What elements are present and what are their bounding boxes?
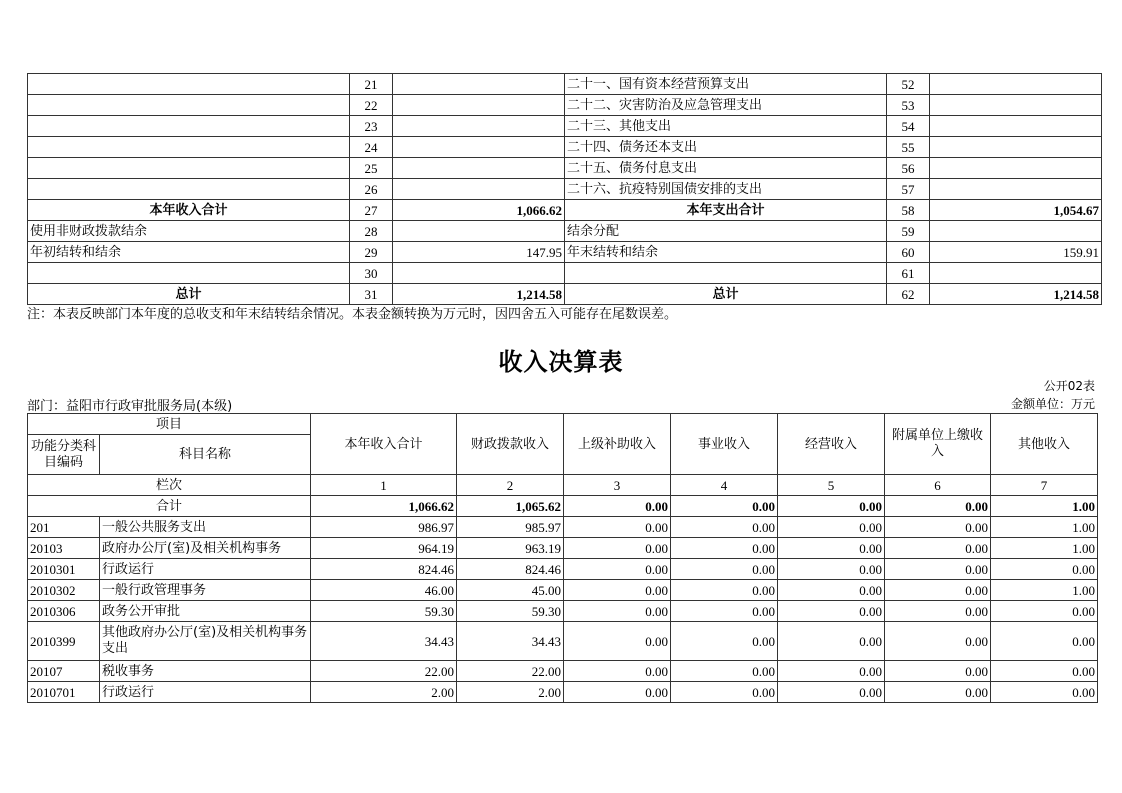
expense-amount bbox=[930, 137, 1102, 158]
amount-cell: 0.00 bbox=[991, 601, 1098, 622]
subject-name: 其他政府办公厅(室)及相关机构事务支出 bbox=[100, 622, 311, 661]
expense-amount bbox=[930, 116, 1102, 137]
table-note: 注：本表反映部门本年度的总收支和年末结转结余情况。本表金额转换为万元时，因四舍五入可能存在尾数误差。 bbox=[27, 307, 678, 322]
amount-cell: 2.00 bbox=[311, 682, 457, 703]
amount-cell: 0.00 bbox=[778, 622, 885, 661]
expense-amount bbox=[930, 74, 1102, 95]
expense-line-no: 60 bbox=[887, 242, 930, 263]
amount-cell: 0.00 bbox=[778, 538, 885, 559]
expense-item: 二十五、债务付息支出 bbox=[565, 158, 887, 179]
table-row bbox=[28, 682, 1098, 703]
table-row bbox=[28, 601, 1098, 622]
subject-name: 行政运行 bbox=[100, 682, 311, 703]
total-value: 0.00 bbox=[885, 496, 991, 517]
income-table-body bbox=[28, 475, 1098, 703]
summary-row bbox=[28, 263, 1102, 284]
expense-item: 二十二、灾害防治及应急管理支出 bbox=[565, 95, 887, 116]
amount-cell: 0.00 bbox=[564, 622, 671, 661]
header-fiscal: 财政拨款收入 bbox=[457, 414, 564, 475]
amount-cell: 0.00 bbox=[885, 517, 991, 538]
column-number: 3 bbox=[564, 475, 671, 496]
header-subsidy: 上级补助收入 bbox=[564, 414, 671, 475]
amount-cell: 22.00 bbox=[457, 661, 564, 682]
total-value: 0.00 bbox=[671, 496, 778, 517]
header-operating: 经营收入 bbox=[778, 414, 885, 475]
amount-cell: 45.00 bbox=[457, 580, 564, 601]
expense-line-no: 56 bbox=[887, 158, 930, 179]
header-total: 本年收入合计 bbox=[311, 414, 457, 475]
amount-cell: 1.00 bbox=[991, 538, 1098, 559]
amount-cell: 0.00 bbox=[778, 601, 885, 622]
income-amount bbox=[393, 158, 565, 179]
income-line-no: 22 bbox=[350, 95, 393, 116]
subject-code: 20107 bbox=[28, 661, 100, 682]
income-item bbox=[28, 74, 350, 95]
column-number-row bbox=[28, 475, 1098, 496]
income-item: 使用非财政拨款结余 bbox=[28, 221, 350, 242]
amount-cell: 34.43 bbox=[457, 622, 564, 661]
summary-row bbox=[28, 158, 1102, 179]
table-row bbox=[28, 580, 1098, 601]
expense-amount bbox=[930, 263, 1102, 284]
subject-code: 2010399 bbox=[28, 622, 100, 661]
amount-cell: 0.00 bbox=[885, 538, 991, 559]
total-value: 1.00 bbox=[991, 496, 1098, 517]
summary-table bbox=[27, 73, 1102, 305]
amount-cell: 46.00 bbox=[311, 580, 457, 601]
total-value: 0.00 bbox=[778, 496, 885, 517]
income-amount bbox=[393, 221, 565, 242]
column-number: 6 bbox=[885, 475, 991, 496]
expense-amount: 159.91 bbox=[930, 242, 1102, 263]
amount-cell: 22.00 bbox=[311, 661, 457, 682]
form-number: 公开02表 bbox=[1043, 379, 1095, 393]
income-item bbox=[28, 116, 350, 137]
expense-line-no: 61 bbox=[887, 263, 930, 284]
amount-cell: 986.97 bbox=[311, 517, 457, 538]
income-amount: 1,214.58 bbox=[393, 284, 565, 305]
subject-code: 2010306 bbox=[28, 601, 100, 622]
expense-item: 二十三、其他支出 bbox=[565, 116, 887, 137]
table-row bbox=[28, 559, 1098, 580]
subject-name: 政府办公厅(室)及相关机构事务 bbox=[100, 538, 311, 559]
expense-amount bbox=[930, 179, 1102, 200]
total-value: 0.00 bbox=[564, 496, 671, 517]
header-business: 事业收入 bbox=[671, 414, 778, 475]
table-row bbox=[28, 661, 1098, 682]
income-amount: 147.95 bbox=[393, 242, 565, 263]
summary-row bbox=[28, 221, 1102, 242]
income-line-no: 30 bbox=[350, 263, 393, 284]
amount-cell: 0.00 bbox=[671, 559, 778, 580]
total-label: 合计 bbox=[28, 496, 311, 517]
summary-row bbox=[28, 284, 1102, 305]
income-amount: 1,066.62 bbox=[393, 200, 565, 221]
expense-item: 年末结转和结余 bbox=[565, 242, 887, 263]
income-amount bbox=[393, 116, 565, 137]
amount-cell: 0.00 bbox=[564, 517, 671, 538]
income-amount bbox=[393, 263, 565, 284]
summary-row bbox=[28, 116, 1102, 137]
income-item bbox=[28, 137, 350, 158]
amount-cell: 824.46 bbox=[457, 559, 564, 580]
amount-cell: 0.00 bbox=[885, 622, 991, 661]
amount-cell: 0.00 bbox=[885, 682, 991, 703]
amount-cell: 0.00 bbox=[991, 661, 1098, 682]
total-value: 1,066.62 bbox=[311, 496, 457, 517]
expense-amount: 1,054.67 bbox=[930, 200, 1102, 221]
income-line-no: 24 bbox=[350, 137, 393, 158]
amount-cell: 963.19 bbox=[457, 538, 564, 559]
expense-item: 本年支出合计 bbox=[565, 200, 887, 221]
expense-line-no: 58 bbox=[887, 200, 930, 221]
unit-label: 金额单位：万元 bbox=[1010, 397, 1095, 411]
amount-cell: 0.00 bbox=[671, 682, 778, 703]
expense-amount bbox=[930, 221, 1102, 242]
amount-cell: 34.43 bbox=[311, 622, 457, 661]
income-item: 年初结转和结余 bbox=[28, 242, 350, 263]
amount-cell: 0.00 bbox=[885, 559, 991, 580]
amount-cell: 964.19 bbox=[311, 538, 457, 559]
expense-line-no: 54 bbox=[887, 116, 930, 137]
amount-cell: 0.00 bbox=[671, 538, 778, 559]
income-table-header bbox=[28, 414, 1098, 475]
expense-item: 二十一、国有资本经营预算支出 bbox=[565, 74, 887, 95]
amount-cell: 0.00 bbox=[564, 559, 671, 580]
summary-row bbox=[28, 179, 1102, 200]
amount-cell: 0.00 bbox=[991, 622, 1098, 661]
expense-item: 总计 bbox=[565, 284, 887, 305]
subject-code: 201 bbox=[28, 517, 100, 538]
expense-line-no: 57 bbox=[887, 179, 930, 200]
summary-row bbox=[28, 137, 1102, 158]
income-item bbox=[28, 158, 350, 179]
amount-cell: 0.00 bbox=[671, 661, 778, 682]
header-affiliated: 附属单位上缴收入 bbox=[885, 414, 991, 475]
subject-name: 政务公开审批 bbox=[100, 601, 311, 622]
amount-cell: 0.00 bbox=[564, 538, 671, 559]
header-other: 其他收入 bbox=[991, 414, 1098, 475]
summary-table-body bbox=[28, 74, 1102, 305]
total-row bbox=[28, 496, 1098, 517]
amount-cell: 985.97 bbox=[457, 517, 564, 538]
column-number: 4 bbox=[671, 475, 778, 496]
table-row bbox=[28, 622, 1098, 661]
amount-cell: 0.00 bbox=[991, 682, 1098, 703]
amount-cell: 0.00 bbox=[885, 661, 991, 682]
expense-amount bbox=[930, 95, 1102, 116]
column-number: 1 bbox=[311, 475, 457, 496]
income-amount bbox=[393, 137, 565, 158]
expense-item: 二十六、抗疫特别国债安排的支出 bbox=[565, 179, 887, 200]
amount-cell: 0.00 bbox=[885, 601, 991, 622]
department-label: 部门：益阳市行政审批服务局(本级) bbox=[27, 399, 233, 414]
subject-name: 行政运行 bbox=[100, 559, 311, 580]
table-row bbox=[28, 538, 1098, 559]
amount-cell: 0.00 bbox=[671, 622, 778, 661]
header-name: 科目名称 bbox=[100, 435, 311, 475]
amount-cell: 0.00 bbox=[671, 517, 778, 538]
summary-row bbox=[28, 74, 1102, 95]
income-table bbox=[27, 413, 1098, 703]
subject-code: 2010301 bbox=[28, 559, 100, 580]
income-item: 本年收入合计 bbox=[28, 200, 350, 221]
amount-cell: 824.46 bbox=[311, 559, 457, 580]
amount-cell: 59.30 bbox=[457, 601, 564, 622]
amount-cell: 1.00 bbox=[991, 580, 1098, 601]
column-number: 7 bbox=[991, 475, 1098, 496]
amount-cell: 0.00 bbox=[778, 559, 885, 580]
expense-item bbox=[565, 263, 887, 284]
expense-item: 二十四、债务还本支出 bbox=[565, 137, 887, 158]
income-amount bbox=[393, 179, 565, 200]
amount-cell: 0.00 bbox=[564, 601, 671, 622]
amount-cell: 0.00 bbox=[778, 661, 885, 682]
summary-row bbox=[28, 242, 1102, 263]
income-amount bbox=[393, 95, 565, 116]
amount-cell: 0.00 bbox=[778, 682, 885, 703]
total-value: 1,065.62 bbox=[457, 496, 564, 517]
income-line-no: 21 bbox=[350, 74, 393, 95]
page-title: 收入决算表 bbox=[498, 348, 624, 376]
income-line-no: 27 bbox=[350, 200, 393, 221]
income-amount bbox=[393, 74, 565, 95]
income-line-no: 25 bbox=[350, 158, 393, 179]
expense-line-no: 59 bbox=[887, 221, 930, 242]
header-code: 功能分类科目编码 bbox=[28, 435, 100, 475]
income-item bbox=[28, 95, 350, 116]
amount-cell: 0.00 bbox=[564, 682, 671, 703]
amount-cell: 59.30 bbox=[311, 601, 457, 622]
income-item: 总计 bbox=[28, 284, 350, 305]
amount-cell: 1.00 bbox=[991, 517, 1098, 538]
expense-line-no: 53 bbox=[887, 95, 930, 116]
summary-row bbox=[28, 200, 1102, 221]
income-line-no: 29 bbox=[350, 242, 393, 263]
amount-cell: 0.00 bbox=[778, 517, 885, 538]
table-row bbox=[28, 517, 1098, 538]
amount-cell: 0.00 bbox=[671, 580, 778, 601]
amount-cell: 0.00 bbox=[671, 601, 778, 622]
subject-code: 2010701 bbox=[28, 682, 100, 703]
subject-name: 一般行政管理事务 bbox=[100, 580, 311, 601]
amount-cell: 2.00 bbox=[457, 682, 564, 703]
amount-cell: 0.00 bbox=[991, 559, 1098, 580]
expense-item: 结余分配 bbox=[565, 221, 887, 242]
summary-row bbox=[28, 95, 1102, 116]
header-item: 项目 bbox=[28, 414, 311, 435]
subject-name: 税收事务 bbox=[100, 661, 311, 682]
expense-line-no: 62 bbox=[887, 284, 930, 305]
amount-cell: 0.00 bbox=[778, 580, 885, 601]
income-line-no: 28 bbox=[350, 221, 393, 242]
income-item bbox=[28, 179, 350, 200]
column-number: 5 bbox=[778, 475, 885, 496]
income-line-no: 31 bbox=[350, 284, 393, 305]
income-line-no: 26 bbox=[350, 179, 393, 200]
expense-amount bbox=[930, 158, 1102, 179]
income-item bbox=[28, 263, 350, 284]
subject-code: 2010302 bbox=[28, 580, 100, 601]
subject-name: 一般公共服务支出 bbox=[100, 517, 311, 538]
expense-line-no: 52 bbox=[887, 74, 930, 95]
expense-amount: 1,214.58 bbox=[930, 284, 1102, 305]
column-number: 2 bbox=[457, 475, 564, 496]
column-row-label: 栏次 bbox=[28, 475, 311, 496]
expense-line-no: 55 bbox=[887, 137, 930, 158]
income-line-no: 23 bbox=[350, 116, 393, 137]
amount-cell: 0.00 bbox=[564, 580, 671, 601]
amount-cell: 0.00 bbox=[564, 661, 671, 682]
amount-cell: 0.00 bbox=[885, 580, 991, 601]
subject-code: 20103 bbox=[28, 538, 100, 559]
